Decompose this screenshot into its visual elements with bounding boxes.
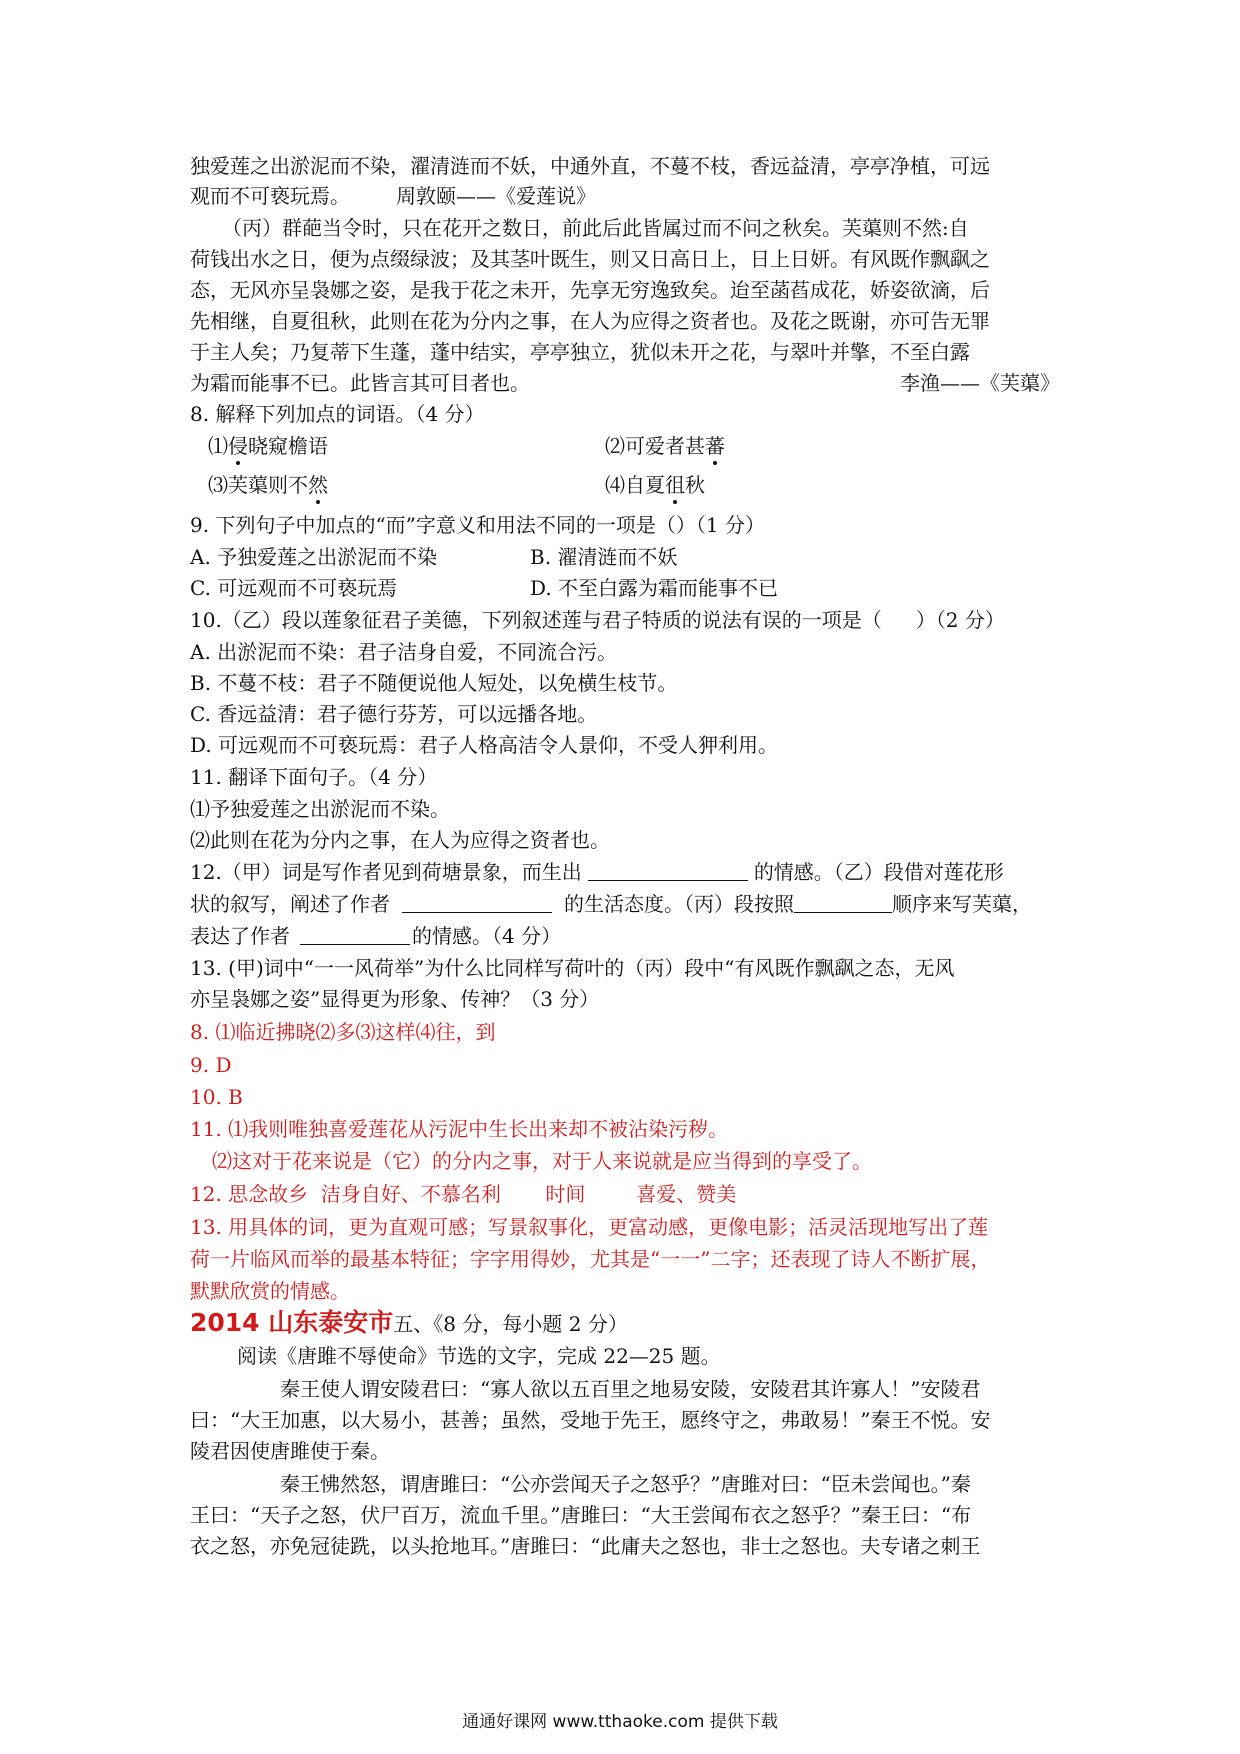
question-12-line [190,856,1060,888]
text-line: 王曰：“天子之怒，伏尸百万，流血千里。”唐雎曰：“大王尝闻布衣之怒乎？”秦王曰：“布 [190,1503,972,1527]
text-part: 12.（甲）词是写作者见到荷塘景象，而生出 [190,860,582,884]
option-c: C. 香远益清：君子德行芬芳，可以远播各地。 [190,702,598,726]
text-line: 独爱莲之出淤泥而不染，濯清涟而不妖，中通外直，不蔓不枝，香远益清，亭亭净植，可远 [190,154,990,178]
item-rest: 秋 [685,473,705,497]
text-part: 表达了作者 [190,924,290,948]
sentence-1: ⑴予独爱莲之出淤泥而不染。 [190,797,450,821]
question-12-line [190,888,1060,920]
item-rest: 晓窥檐语 [248,434,328,458]
text-line: 曰：“大王加惠，以大易小，甚善；虽然，受地于先王，愿终守之，弗敢易！”秦王不悦。安 [190,1408,991,1432]
answer-9: 9. D [190,1053,232,1077]
text-line: （丙）群葩当令时，只在花开之数日，前此后此皆属过而不问之秋矣。芙蕖则不然:自 [222,216,969,240]
stem-part: 10.（乙）段以莲象征君子美德，下列叙述莲与君子特质的说法有误的一项是（ [190,608,882,632]
option-b: B. 不蔓不枝：君子不随便说他人短处，以免横生枝节。 [190,671,678,695]
answer-12: 12. 思念故乡 洁身自好、不慕名利 时间 喜爱、赞美 [190,1182,737,1206]
text-line: 荷钱出水之日，便为点缀绿波；及其茎叶既生，则又日高日上，日上日妍。有风既作飘飖之 [190,247,990,271]
text-line: 衣之怒，亦免冠徒跣，以头抢地耳。”唐雎曰：“此庸夫之怒也，非士之怒也。夫专诸之刺王 [190,1534,981,1558]
answer-13-line: 默默欣赏的情感。 [190,1279,350,1303]
sentence-2: ⑵此则在花为分内之事，在人为应得之资者也。 [190,828,610,852]
answer-11-2: ⑵这对于花来说是（它）的分内之事，对于人来说就是应当得到的享受了。 [212,1149,872,1173]
answer-blank[interactable] [300,922,410,945]
question-12-line [190,920,1060,952]
text-part: 的生活态度。（丙）段按照 [564,892,794,916]
option-d: D. 可远观而不可亵玩焉：君子人格高洁令人景仰，不受人狎利用。 [190,733,779,757]
text-line-part: 为霜而能事不已。此皆言其可目者也。 [190,371,530,395]
text-line: 先相继，自夏徂秋，此则在花为分内之事，在人为应得之资者也。及花之既谢，亦可告无罪 [190,309,990,333]
answer-10: 10. B [190,1085,243,1109]
source-attribution: 周敦颐——《爱莲说》 [396,184,596,208]
dotted-word: 侵 [228,434,248,458]
answer-blank[interactable] [588,858,748,881]
option-b: B. 濯清涟而不妖 [530,545,678,569]
answer-blank[interactable] [794,890,892,913]
text-part: 的情感。（乙）段借对莲花形 [753,860,1004,884]
option-c: C. 可远观而不可亵玩焉 [190,576,398,600]
text-line [190,367,1060,399]
text-part: 的情感。（4 分） [412,924,562,948]
item-prefix: ⑵可爱者甚 [605,434,705,458]
text-line: 于主人矣；乃复蒂下生蓬，蓬中结实，亭亭独立，犹似未开之花，与翠叶并擎，不至白露 [190,340,970,364]
dotted-word: 然 [308,473,328,497]
section-intro: 阅读《唐雎不辱使命》节选的文字，完成 22—25 题。 [237,1344,721,1368]
text-part: 状的叙写，阐述了作者 [190,892,390,916]
text-line: 态，无风亦呈袅娜之姿，是我于花之未开，先享无穷逸致矣。迨至菡萏成花，娇姿欲滴，后 [190,278,990,302]
dotted-word: 徂 [665,473,685,497]
question-8-item-4 [605,469,1005,501]
question-13-line: 亦呈袅娜之姿”显得更为形象、传神？（3 分） [190,987,600,1011]
option-d: D. 不至白露为霜而能事不已 [530,576,779,600]
answer-13-line: 13. 用具体的词，更为直观可感；写景叙事化，更富动感，更像电影；活灵活现地写出了莲 [190,1215,989,1239]
answer-8: 8. ⑴临近拂晓⑵多⑶这样⑷往，到 [190,1020,496,1044]
answer-13-line: 荷一片临风而举的最基本特征；字字用得妙，尤其是“一一”二字；还表现了诗人不断扩展， [190,1247,991,1271]
item-prefix: ⑴ [208,434,228,458]
dotted-word: 蕃 [705,434,725,458]
text-line [190,180,1060,212]
question-13-line: 13. (甲)词中“一一风荷举”为什么比同样写荷叶的（丙）段中“有风既作飘飖之态，无风 [190,956,955,980]
item-prefix: ⑶芙蕖则不 [208,473,308,497]
answer-blank[interactable] [402,890,552,913]
question-9-stem: 9. 下列句子中加点的“而”字意义和用法不同的一项是（）（1 分） [190,513,765,537]
answer-11-1: 11. ⑴我则唯独喜爱莲花从污泥中生长出来却不被沾染污秽。 [190,1117,729,1141]
text-line: 陵君因使唐雎使于秦。 [190,1439,390,1463]
source-attribution: 李渔——《芙蕖》 [900,371,1060,395]
text-line-part: 观而不可亵玩焉。 [190,184,350,208]
stem-part: ）（2 分） [915,608,1005,632]
section-title: 2014 山东泰安市 [190,1308,394,1337]
question-8-stem: 8. 解释下列加点的词语。（4 分） [190,402,485,426]
item-prefix: ⑷自夏 [605,473,665,497]
question-11-stem: 11. 翻译下面句子。（4 分） [190,765,438,789]
question-8-item-2 [605,430,1005,462]
section-title-tail: 五、《8 分，每小题 2 分） [393,1312,628,1336]
text-line: 秦王使人谓安陵君曰：“寡人欲以五百里之地易安陵，安陵君其许寡人！”安陵君 [280,1377,981,1401]
option-a: A. 出淤泥而不染：君子洁身自爱，不同流合污。 [190,640,618,664]
question-10-stem [190,604,1060,636]
option-a: A. 予独爱莲之出淤泥而不染 [190,545,438,569]
page-footer: 通通好课网 www.tthaoke.com 提供下载 [462,1712,778,1732]
text-part: 顺序来写芙蕖， [892,892,1032,916]
section-heading [190,1307,1060,1340]
text-line: 秦王怫然怒，谓唐雎曰：“公亦尝闻天子之怒乎？”唐雎对曰：“臣未尝闻也。”秦 [280,1472,971,1496]
